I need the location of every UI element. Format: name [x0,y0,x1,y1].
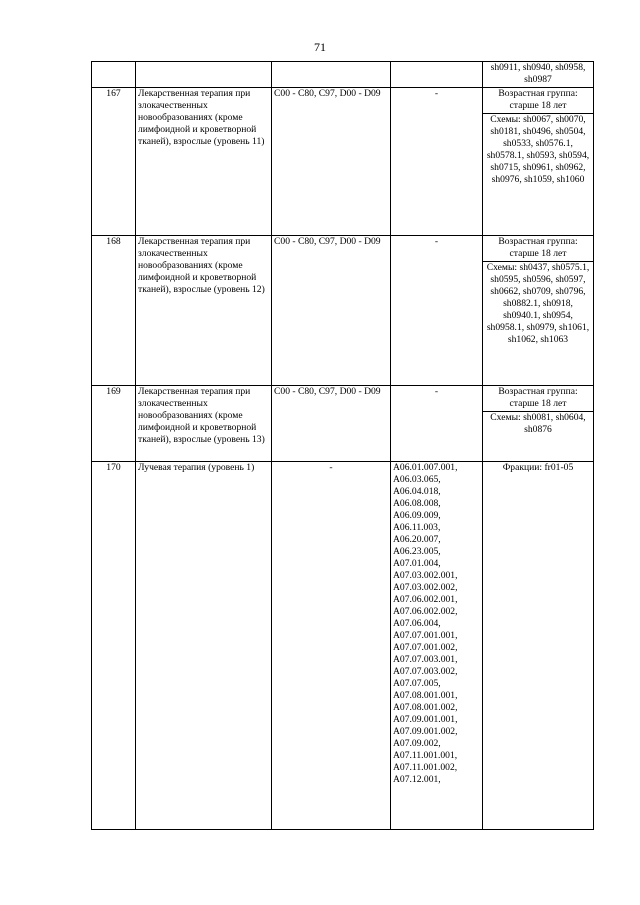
criteria-fractions: Фракции: fr01-05 [483,462,594,830]
service-code: A07.07.003.002, [393,666,458,677]
icd-codes: C00 - C80, C97, D00 - D09 [272,386,391,462]
service-code: A07.09.001.001, [393,714,458,725]
group-name: Лекарственная терапия при злокачественных новообразованиях (кроме лимфоидной и кроветворной тканей), взрослые (уровень 11) [136,88,272,236]
cell-empty [272,62,391,88]
service-codes: - [391,88,483,236]
service-code: A07.09.002, [393,738,441,749]
group-name: Лучевая терапия (уровень 1) [136,462,272,830]
criteria-schemes: Схемы: sh0067, sh0070, sh0181, sh0496, sh0504, sh0533, sh0576.1, sh0578.1, sh0593, sh0594, sh0715, sh0961, sh0962, sh0976, sh1059, sh1060 [483,114,594,236]
row-number: 169 [92,386,136,462]
cell-empty [391,62,483,88]
page-number: 71 [314,40,326,54]
service-code: A07.07.001.001, [393,630,458,641]
service-code: A06.11.003, [393,522,441,533]
service-codes: - [391,236,483,386]
service-code: A07.08.001.002, [393,702,458,713]
service-codes: - [391,386,483,462]
table-row [92,88,594,114]
table-row [92,236,594,262]
icd-codes: C00 - C80, C97, D00 - D09 [272,88,391,236]
service-code: A07.06.002.001, [393,594,458,605]
service-code: A06.01.007.001, [393,462,458,473]
service-code: A06.04.018, [393,486,441,497]
service-codes [391,462,483,830]
table-row [92,386,594,412]
icd-codes: - [272,462,391,830]
icd-codes: C00 - C80, C97, D00 - D09 [272,236,391,386]
cell-empty [92,62,136,88]
criteria-age: Возрастная группа: старше 18 лет [483,386,594,412]
criteria-schemes: Схемы: sh0437, sh0575.1, sh0595, sh0596, sh0597, sh0662, sh0709, sh0796, sh0882.1, sh0918, sh0940.1, sh0954, sh0958.1, sh0979, sh1061, sh1062, sh1063 [483,262,594,386]
service-code: A06.20.007, [393,534,441,545]
service-code: A07.08.001.001, [393,690,458,701]
row-number: 170 [92,462,136,830]
group-name: Лекарственная терапия при злокачественных новообразованиях (кроме лимфоидной и кроветворной тканей), взрослые (уровень 12) [136,236,272,386]
service-code: A07.03.002.002, [393,582,458,593]
service-code: A07.09.001.002, [393,726,458,737]
service-code: A07.03.002.001, [393,570,458,581]
service-code: A07.07.003.001, [393,654,458,665]
table-row-continuation [92,62,594,88]
service-code: A07.12.001, [393,774,441,785]
row-number: 167 [92,88,136,236]
service-code: A07.06.004, [393,618,441,629]
table-row [92,462,594,830]
service-code: A06.03.065, [393,474,441,485]
criteria-schemes: Схемы: sh0081, sh0604, sh0876 [483,412,594,462]
service-code: A07.11.001.001, [393,750,458,761]
service-code: A07.11.001.002, [393,762,458,773]
criteria-cell: sh0911, sh0940, sh0958, sh0987 [483,62,594,88]
service-code: A07.07.001.002, [393,642,458,653]
tariff-table [91,61,594,830]
criteria-age: Возрастная группа: старше 18 лет [483,236,594,262]
group-name: Лекарственная терапия при злокачественных новообразованиях (кроме лимфоидной и кроветворной тканей), взрослые (уровень 13) [136,386,272,462]
cell-empty [136,62,272,88]
service-code: A06.09.009, [393,510,441,521]
criteria-age: Возрастная группа: старше 18 лет [483,88,594,114]
service-code: A06.23.005, [393,546,441,557]
service-code: A07.07.005, [393,678,441,689]
service-code: A07.06.002.002, [393,606,458,617]
service-code: A06.08.008, [393,498,441,509]
service-code: A07.01.004, [393,558,441,569]
row-number: 168 [92,236,136,386]
